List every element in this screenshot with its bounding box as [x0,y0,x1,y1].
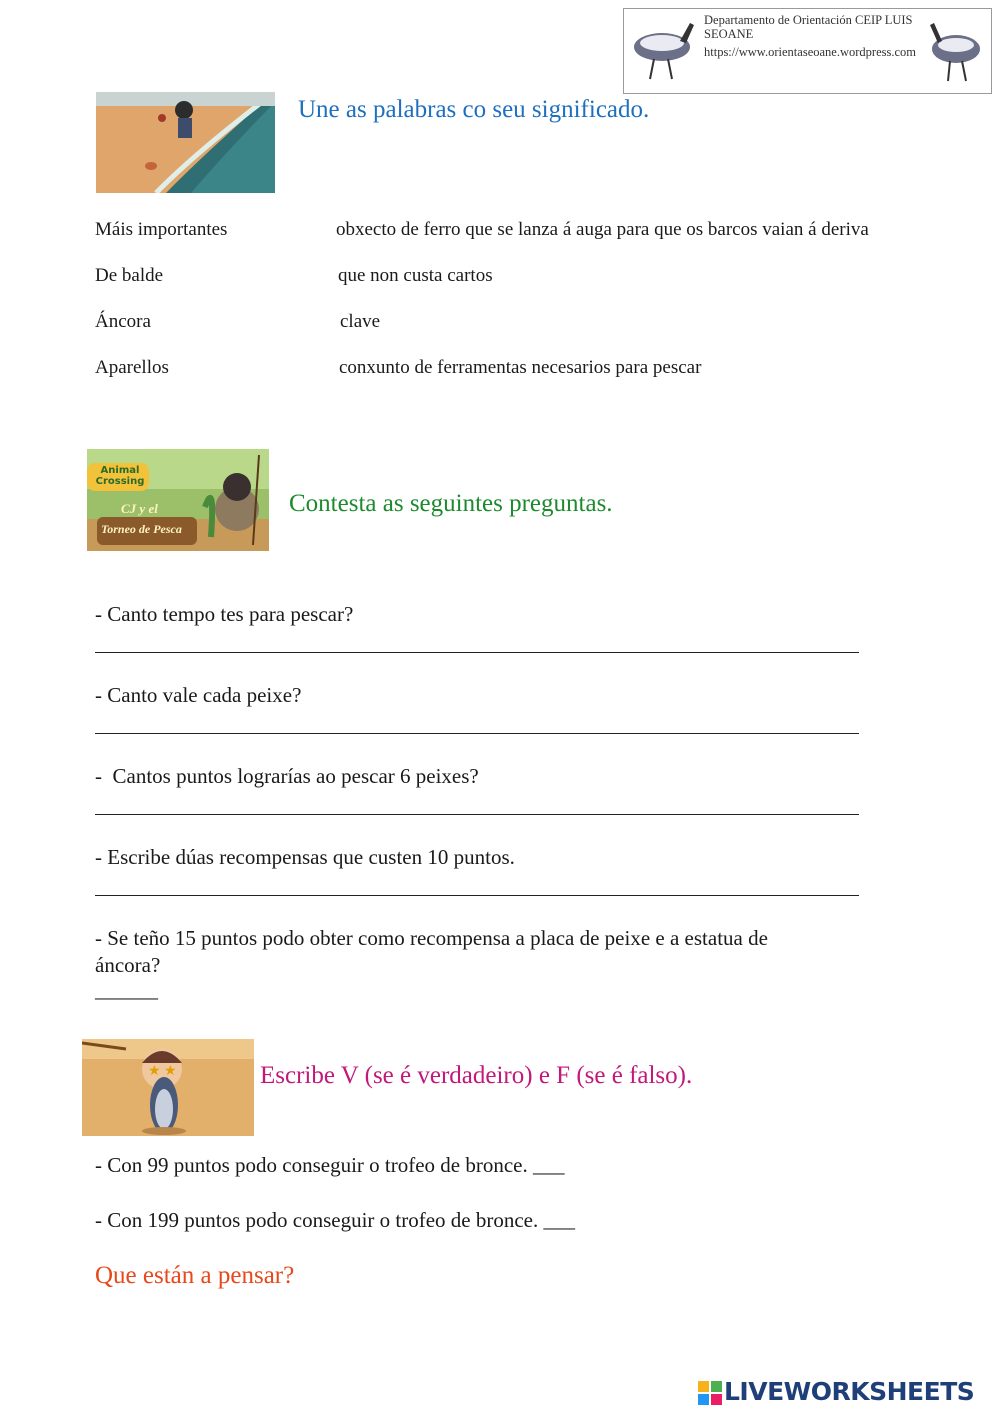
meaning-aparellos: conxunto de ferramentas necesarios para pescar [339,357,702,378]
answer-blank-5[interactable]: ______ [95,978,158,1002]
question-5-line2: áncora? [95,953,161,977]
section3-title: Escribe V (se é verdadeiro) e F (se é falso). [260,1062,693,1089]
svg-text:★: ★ [164,1064,177,1079]
tuna-catch-image [82,1039,254,1136]
question-3: - Cantos puntos lograrías ao pescar 6 peixes? [95,764,479,788]
answer-line-1[interactable] [95,652,859,653]
header-school: SEOANE [704,27,754,41]
term-mais-importantes: Máis importantes [95,219,228,240]
bird-left-icon [628,13,698,85]
section1-title: Une as palabras co seu significado. [298,96,650,123]
bird-right-icon [924,13,988,85]
answer-line-2[interactable] [95,733,859,734]
term-ancora: Áncora [95,311,151,332]
question-4: - Escribe dúas recompensas que custen 10 puntos. [95,845,515,869]
term-aparellos: Aparellos [95,357,169,378]
brand-text: LIVEWORKSHEETS [724,1377,975,1406]
statement-2: - Con 199 puntos podo conseguir o trofeo de bronce. ___ [95,1208,575,1232]
question-5-line1: - Se teño 15 puntos podo obter como recompensa a placa de peixe e a estatua de [95,926,768,950]
statement-1: - Con 99 puntos podo conseguir o trofeo de bronce. ___ [95,1153,565,1177]
banner-line1: CJ y el [121,501,158,516]
question-2: - Canto vale cada peixe? [95,683,302,707]
meaning-de-balde: que non custa cartos [338,265,493,286]
section2-title: Contesta as seguintes preguntas. [289,490,613,517]
banner-game-title: Animal Crossing [95,465,145,487]
beach-fishing-image [96,92,275,193]
meaning-clave: clave [340,311,381,332]
tournament-banner-image [87,449,269,551]
svg-text:★: ★ [148,1064,161,1079]
question-1: - Canto tempo tes para pescar? [95,602,354,626]
closing-question: Que están a pensar? [95,1262,295,1289]
liveworksheets-icon [698,1381,722,1405]
answer-line-3[interactable] [95,814,859,815]
header-url: https://www.orientaseoane.wordpress.com [704,45,916,59]
banner-line2: Torneo de Pesca [101,522,182,536]
header-department: Departamento de Orientación CEIP LUIS [704,13,913,27]
header-logo-box [623,8,992,94]
meaning-ancora: obxecto de ferro que se lanza á auga para que os barcos vaian á deriva [336,219,869,240]
term-de-balde: De balde [95,265,164,286]
answer-line-4[interactable] [95,895,859,896]
